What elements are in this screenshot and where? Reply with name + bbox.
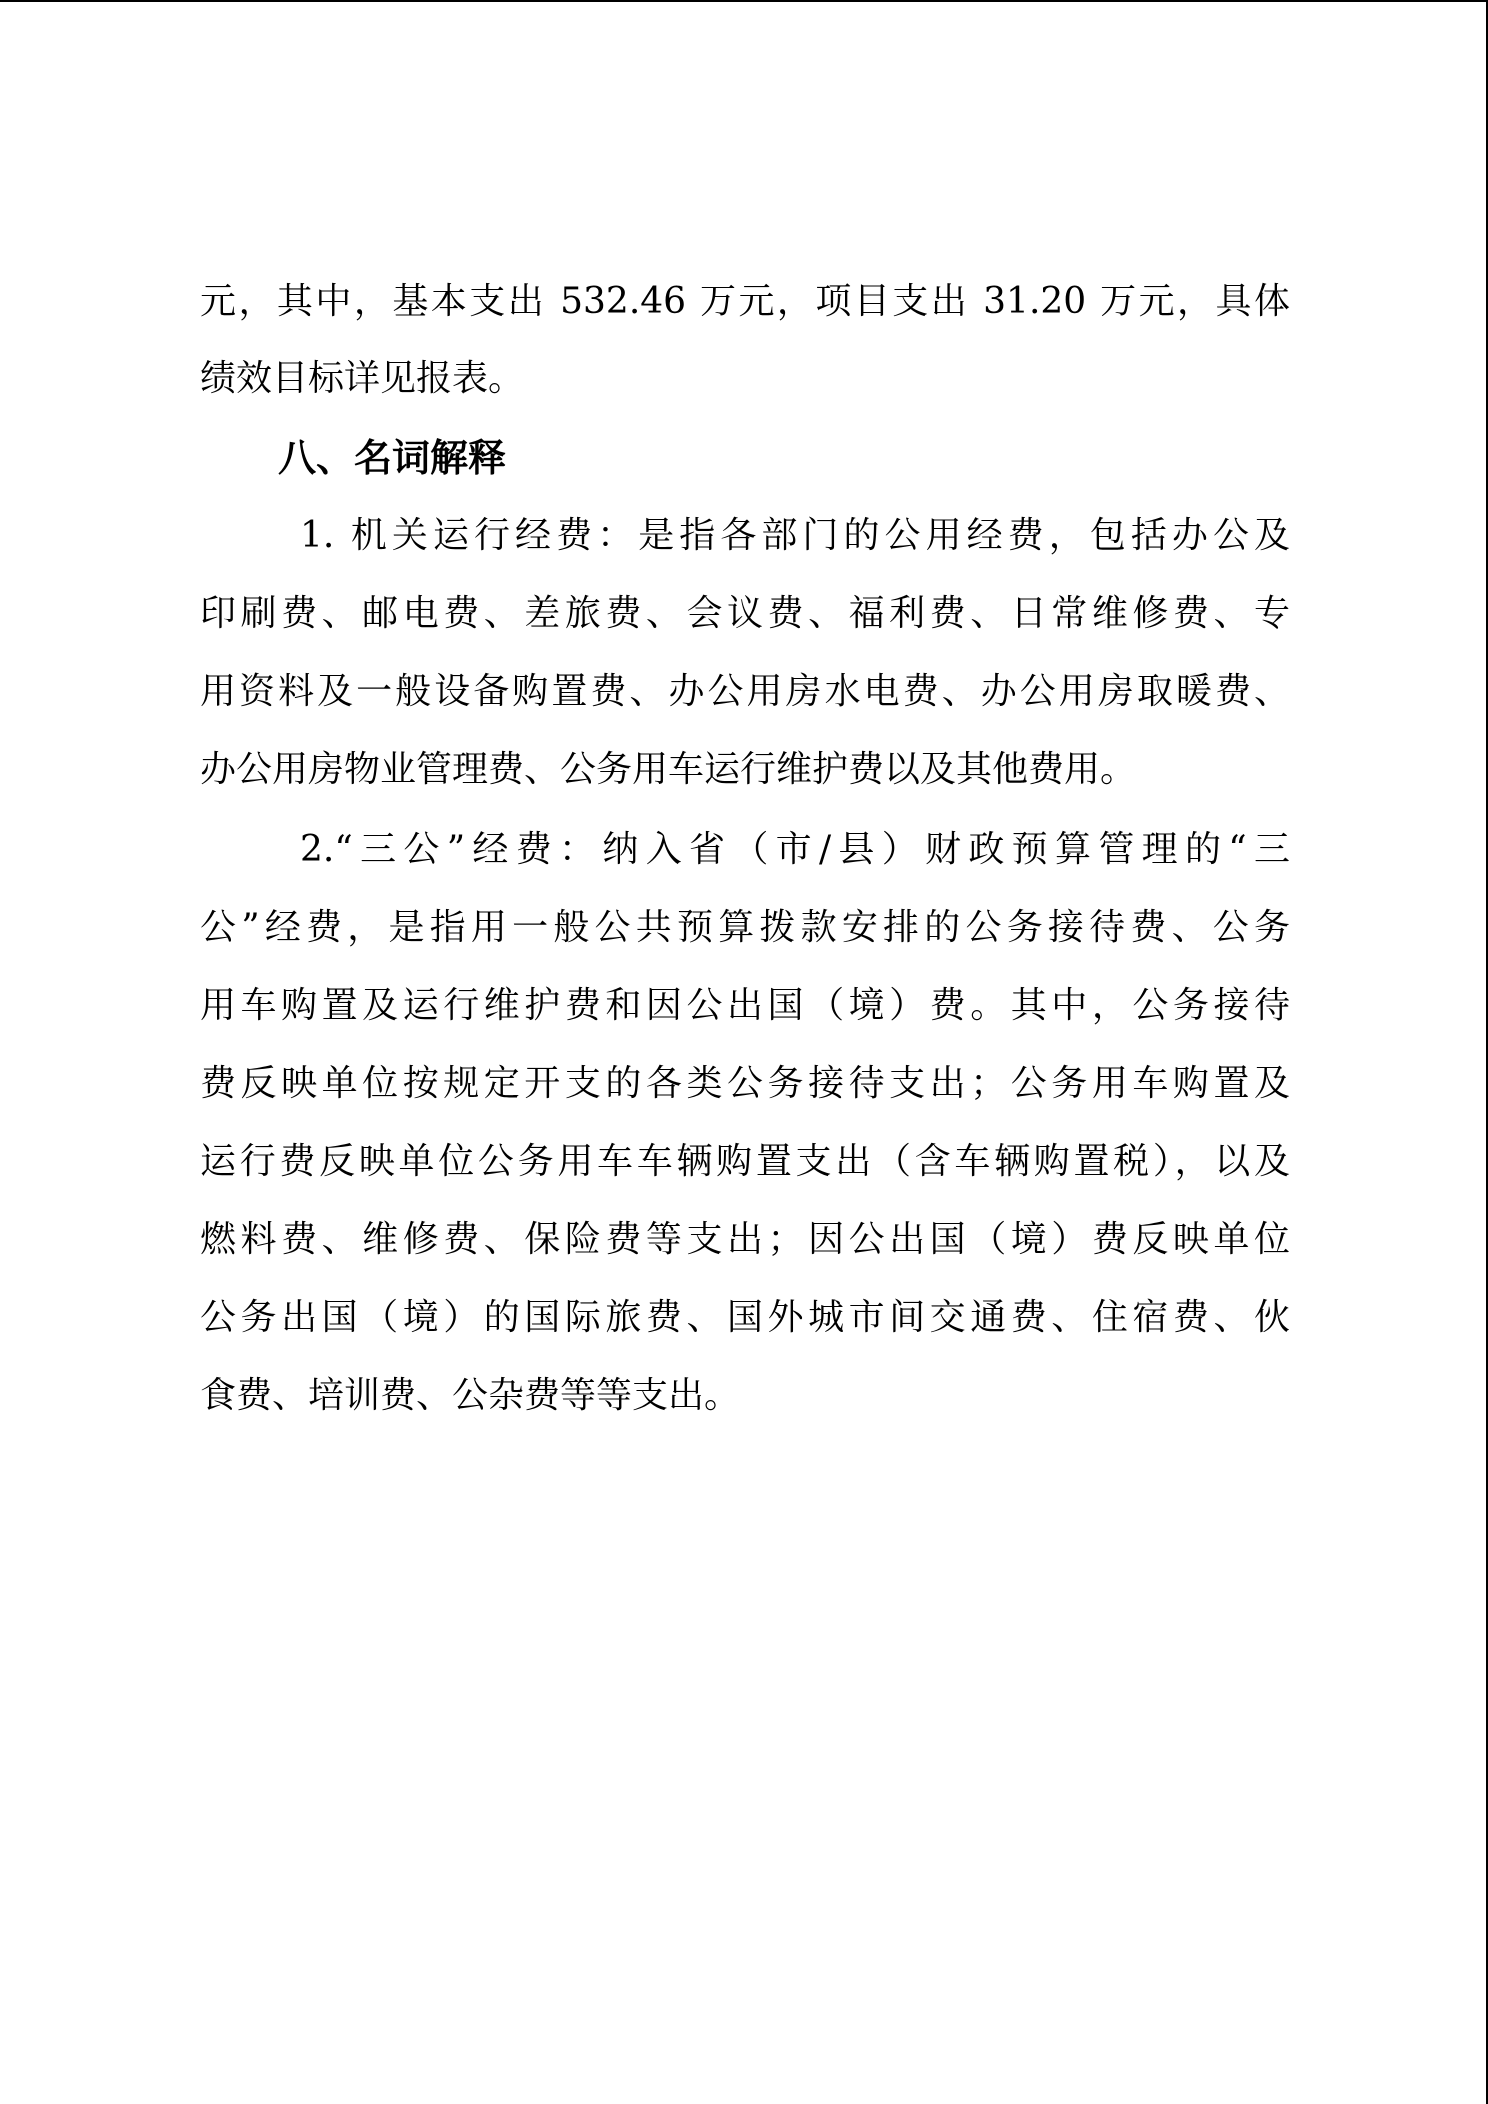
item2-line-6: 燃料费、维修费、保险费等支出；因公出国（境）费反映单位 [200,1219,1290,1260]
item1-line-2: 印刷费、邮电费、差旅费、会议费、福利费、日常维修费、专 [200,593,1290,634]
item2-line-8: 食费、培训费、公杂费等等支出。 [200,1375,741,1416]
item2-line-2: 公”经费，是指用一般公共预算拨款安排的公务接待费、公务 [200,907,1290,948]
intro-line-1: 元，其中，基本支出 532.46 万元，项目支出 31.20 万元，具体 [200,281,1290,322]
item1-line-4: 办公用房物业管理费、公务用车运行维护费以及其他费用。 [200,749,1137,790]
item2-line-4: 费反映单位按规定开支的各类公务接待支出；公务用车购置及 [200,1063,1290,1104]
page-border-top [0,0,1488,2]
section-heading: 八、名词解释 [278,436,507,480]
intro-line-2: 绩效目标详见报表。 [200,358,525,399]
item1-line-1: 1. 机关运行经费：是指各部门的公用经费，包括办公及 [300,515,1290,556]
item2-line-3: 用车购置及运行维护费和因公出国（境）费。其中，公务接待 [200,985,1290,1026]
item1-line-3: 用资料及一般设备购置费、办公用房水电费、办公用房取暖费、 [200,671,1290,712]
item2-line-7: 公务出国（境）的国际旅费、国外城市间交通费、住宿费、伙 [200,1297,1290,1338]
item2-line-5: 运行费反映单位公务用车车辆购置支出（含车辆购置税），以及 [200,1141,1290,1182]
item2-line-1: 2.“三公”经费：纳入省（市/县）财政预算管理的“三 [300,829,1290,870]
